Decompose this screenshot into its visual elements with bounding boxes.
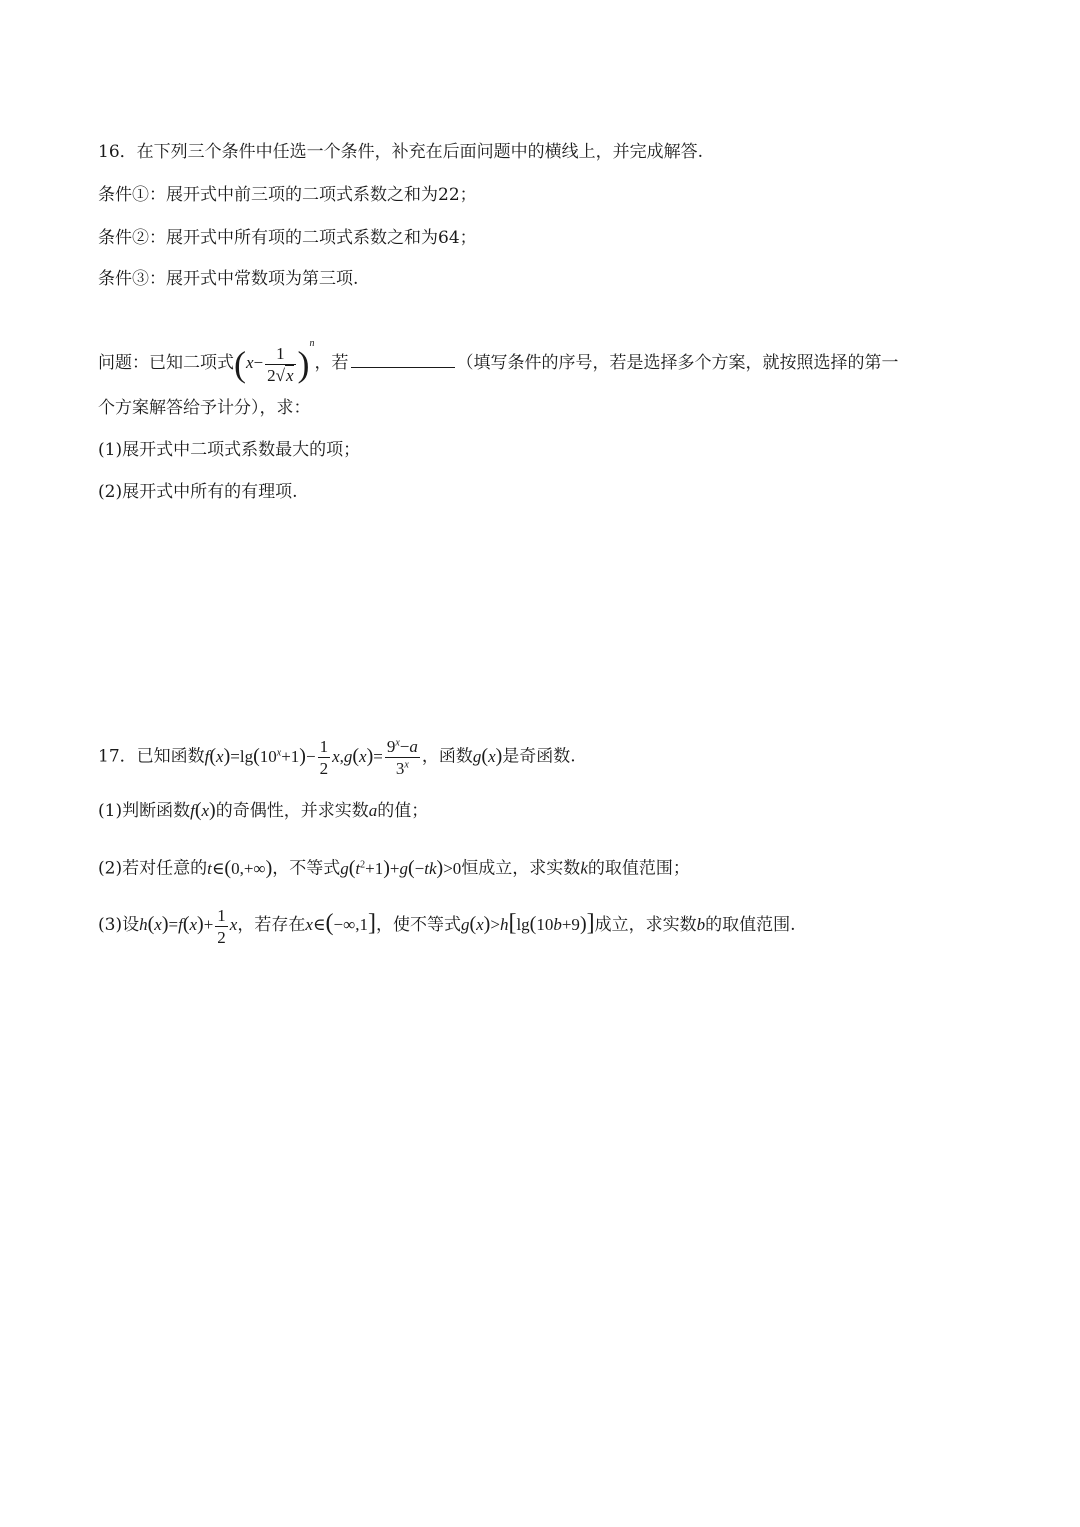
q16-condition-3: 条件③：展开式中常数项为第三项. — [98, 269, 359, 289]
t-domain: t∈(0,+∞) — [207, 856, 273, 879]
q17-part-2 — [98, 854, 690, 880]
q17-intro-suffix: ，函数 — [421, 746, 473, 767]
q17-part-3 — [98, 903, 796, 946]
q17-intro-end: 是奇函数. — [502, 746, 576, 767]
q17-part1-mid: 的奇偶性，并求实数 — [215, 801, 369, 821]
binomial-expression: (x− $\frac{1}{2√x}$ )$^n$ — [234, 338, 315, 385]
q16-condition-1: 条件①：展开式中前三项的二项式系数之和为22； — [98, 185, 477, 205]
q17-part3-end: 的取值范围. — [705, 915, 796, 935]
q16-intro: 16．在下列三个条件中任选一个条件，补充在后面问题中的横线上，并完成解答. — [98, 142, 704, 162]
q17-part-1 — [98, 799, 428, 822]
q16-problem-prefix: 问题：已知二项式 — [98, 353, 234, 373]
inequality-expression: $g(t^2+1)+g(-tk)>0$ — [340, 856, 462, 879]
q16-part-1: (1)展开式中二项式系数最大的项； — [98, 440, 361, 460]
var-a: a — [368, 801, 378, 820]
q17-part1-end: 的值； — [377, 801, 429, 821]
q16-problem-suffix: （填写条件的序号，若是选择多个方案，就按照选择的第一 — [456, 353, 899, 373]
q17-intro-line — [98, 728, 576, 782]
q16-problem-cont: 个方案解答给予计分），求： — [98, 398, 311, 418]
q17-part3-mid3: 成立，求实数 — [594, 915, 697, 935]
q17-part2-end: 的取值范围； — [587, 858, 690, 879]
f-of-x: f(x) — [190, 799, 216, 821]
q17-part1-prefix: (1)判断函数 — [98, 801, 191, 821]
q17-part3-mid2: ，使不等式 — [375, 915, 461, 935]
q16-part-2: (2)展开式中所有的有理项. — [98, 482, 298, 502]
x-domain: x∈(−∞,1] — [305, 910, 376, 936]
q17-part2-prefix: (2)若对任意的 — [98, 858, 208, 879]
answer-blank — [351, 351, 455, 368]
q16-condition-2: 条件②：展开式中所有项的二项式系数之和为64； — [98, 228, 477, 248]
h-definition: h(x)=f(x)+ $\frac{1}{2}$ x — [139, 905, 238, 947]
q17-part3-mid: ，若存在 — [237, 915, 306, 935]
function-definitions: $f(x)=\lg(10^x+1)-$ $\frac{1}{2}$ x,g(x)= $\frac{9^x-a}{3^x}$ — [204, 737, 418, 779]
q17-intro-prefix: 17．已知函数 — [98, 746, 205, 767]
q17-part3-prefix: (3)设 — [98, 915, 140, 935]
inequality-expression-2: g(x)>h[lg(10b+9)] — [460, 910, 595, 936]
q17-part2-mid: ，不等式 — [272, 858, 341, 879]
q16-problem-line — [98, 316, 899, 391]
q16-problem-if: ，若 — [314, 353, 349, 373]
var-k: k — [580, 858, 588, 878]
g-of-x: g(x) — [472, 744, 503, 767]
q17-part2-mid2: 恒成立，求实数 — [461, 858, 581, 879]
var-b: b — [696, 915, 706, 934]
